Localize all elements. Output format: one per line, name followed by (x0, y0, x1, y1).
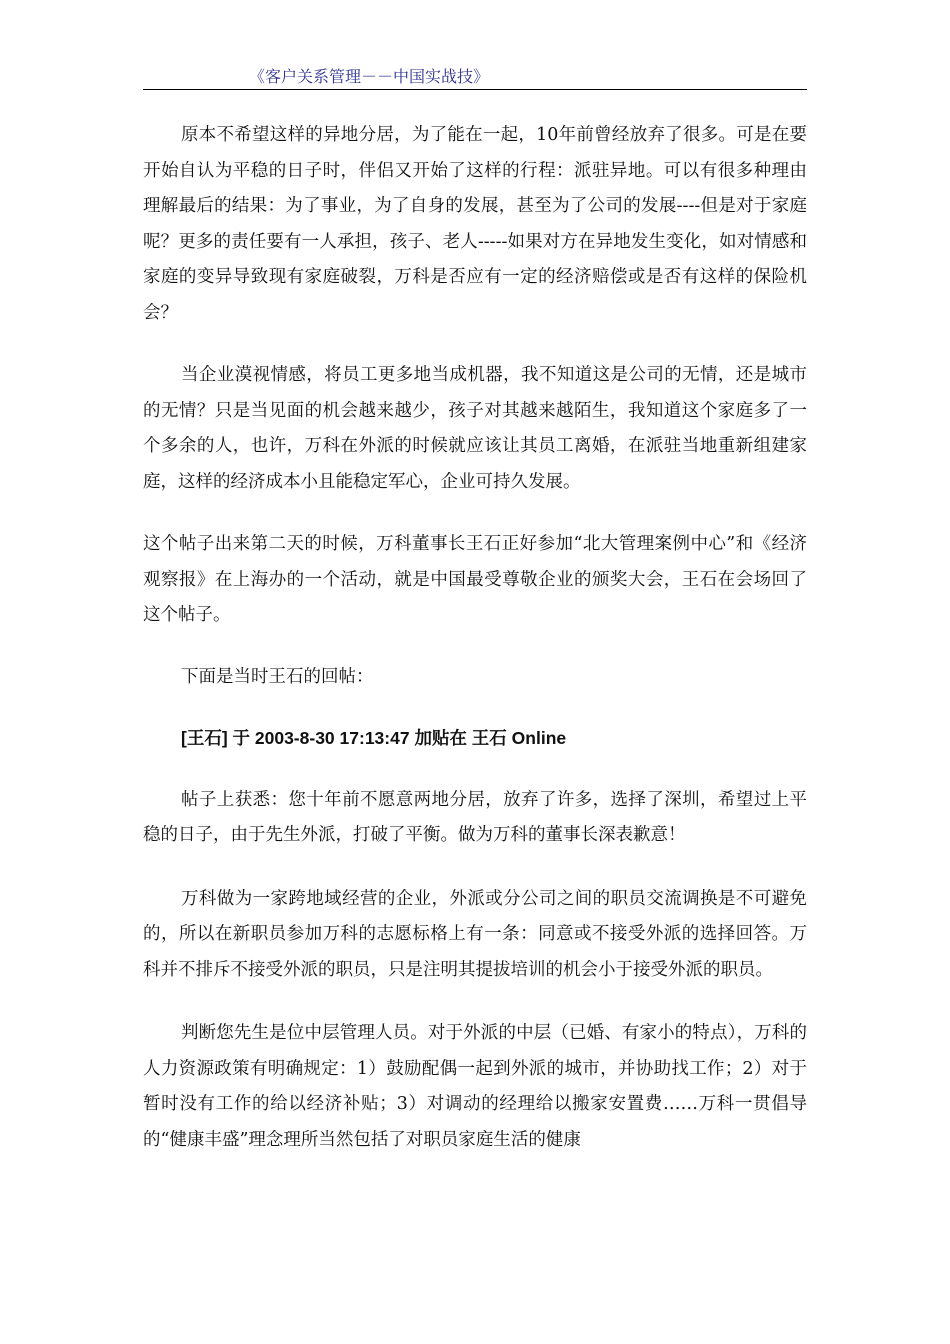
document-body (143, 118, 807, 1158)
paragraph-4: 下面是当时王石的回帖： (181, 666, 374, 687)
paragraph-6: 帖子上获悉：您十年前不愿意两地分居，放弃了许多，选择了深圳，希望过上平稳的日子，由于先生外派，打破了平衡。做为万科的董事长深表歉意！ (143, 789, 807, 845)
reply-byline: [王石] 于 2003-8-30 17:13:47 加贴在 王石 Online (181, 728, 567, 748)
paragraph-8: 判断您先生是位中层管理人员。对于外派的中层（已婚、有家小的特点），万科的人力资源政策有明确规定：1）鼓励配偶一起到外派的城市，并协助找工作；2）对于暂时没有工作的给以经济补贴；3）对调动的经理给以搬家安置费……万科一贯倡导的“健康丰盛”理念理所当然包括了对职员家庭生活的健康 (143, 1023, 807, 1150)
paragraph-3: 这个帖子出来第二天的时候，万科董事长王石正好参加“北大管理案例中心”和《经济观察报》在上海办的一个活动，就是中国最受尊敬企业的颁奖大会，王石在会场回了这个帖子。 (143, 534, 807, 625)
paragraph-1: 原本不希望这样的异地分居，为了能在一起，10年前曾经放弃了很多。可是在要开始自认为平稳的日子时，伴侣又开始了这样的行程：派驻异地。可以有很多种理由理解最后的结果：为了事业，为了自身的发展，甚至为了公司的发展----但是对于家庭呢？更多的责任要有一人承担，孩子、老人-----如果对方在异地发生变化，如对情感和家庭的变异导致现有家庭破裂，万科是否应有一定的经济赔偿或是否有这样的保险机会？ (143, 125, 807, 323)
paragraph-7: 万科做为一家跨地域经营的企业，外派或分公司之间的职员交流调换是不可避免的，所以在新职员参加万科的志愿标格上有一条：同意或不接受外派的选择回答。万科并不排斥不接受外派的职员，只是注明其提拔培训的机会小于接受外派的职员。 (143, 888, 807, 980)
paragraph-2: 当企业漠视情感，将员工更多地当成机器，我不知道这是公司的无情，还是城市的无情？只是当见面的机会越来越少，孩子对其越来越陌生，我知道这个家庭多了一个多余的人，也许，万科在外派的时候就应该让其员工离婚，在派驻当地重新组建家庭，这样的经济成本小且能稳定军心，企业可持久发展。 (143, 365, 807, 492)
header-title: 《客户关系管理－－中国实战技》 (249, 67, 490, 86)
page-header (143, 62, 807, 90)
